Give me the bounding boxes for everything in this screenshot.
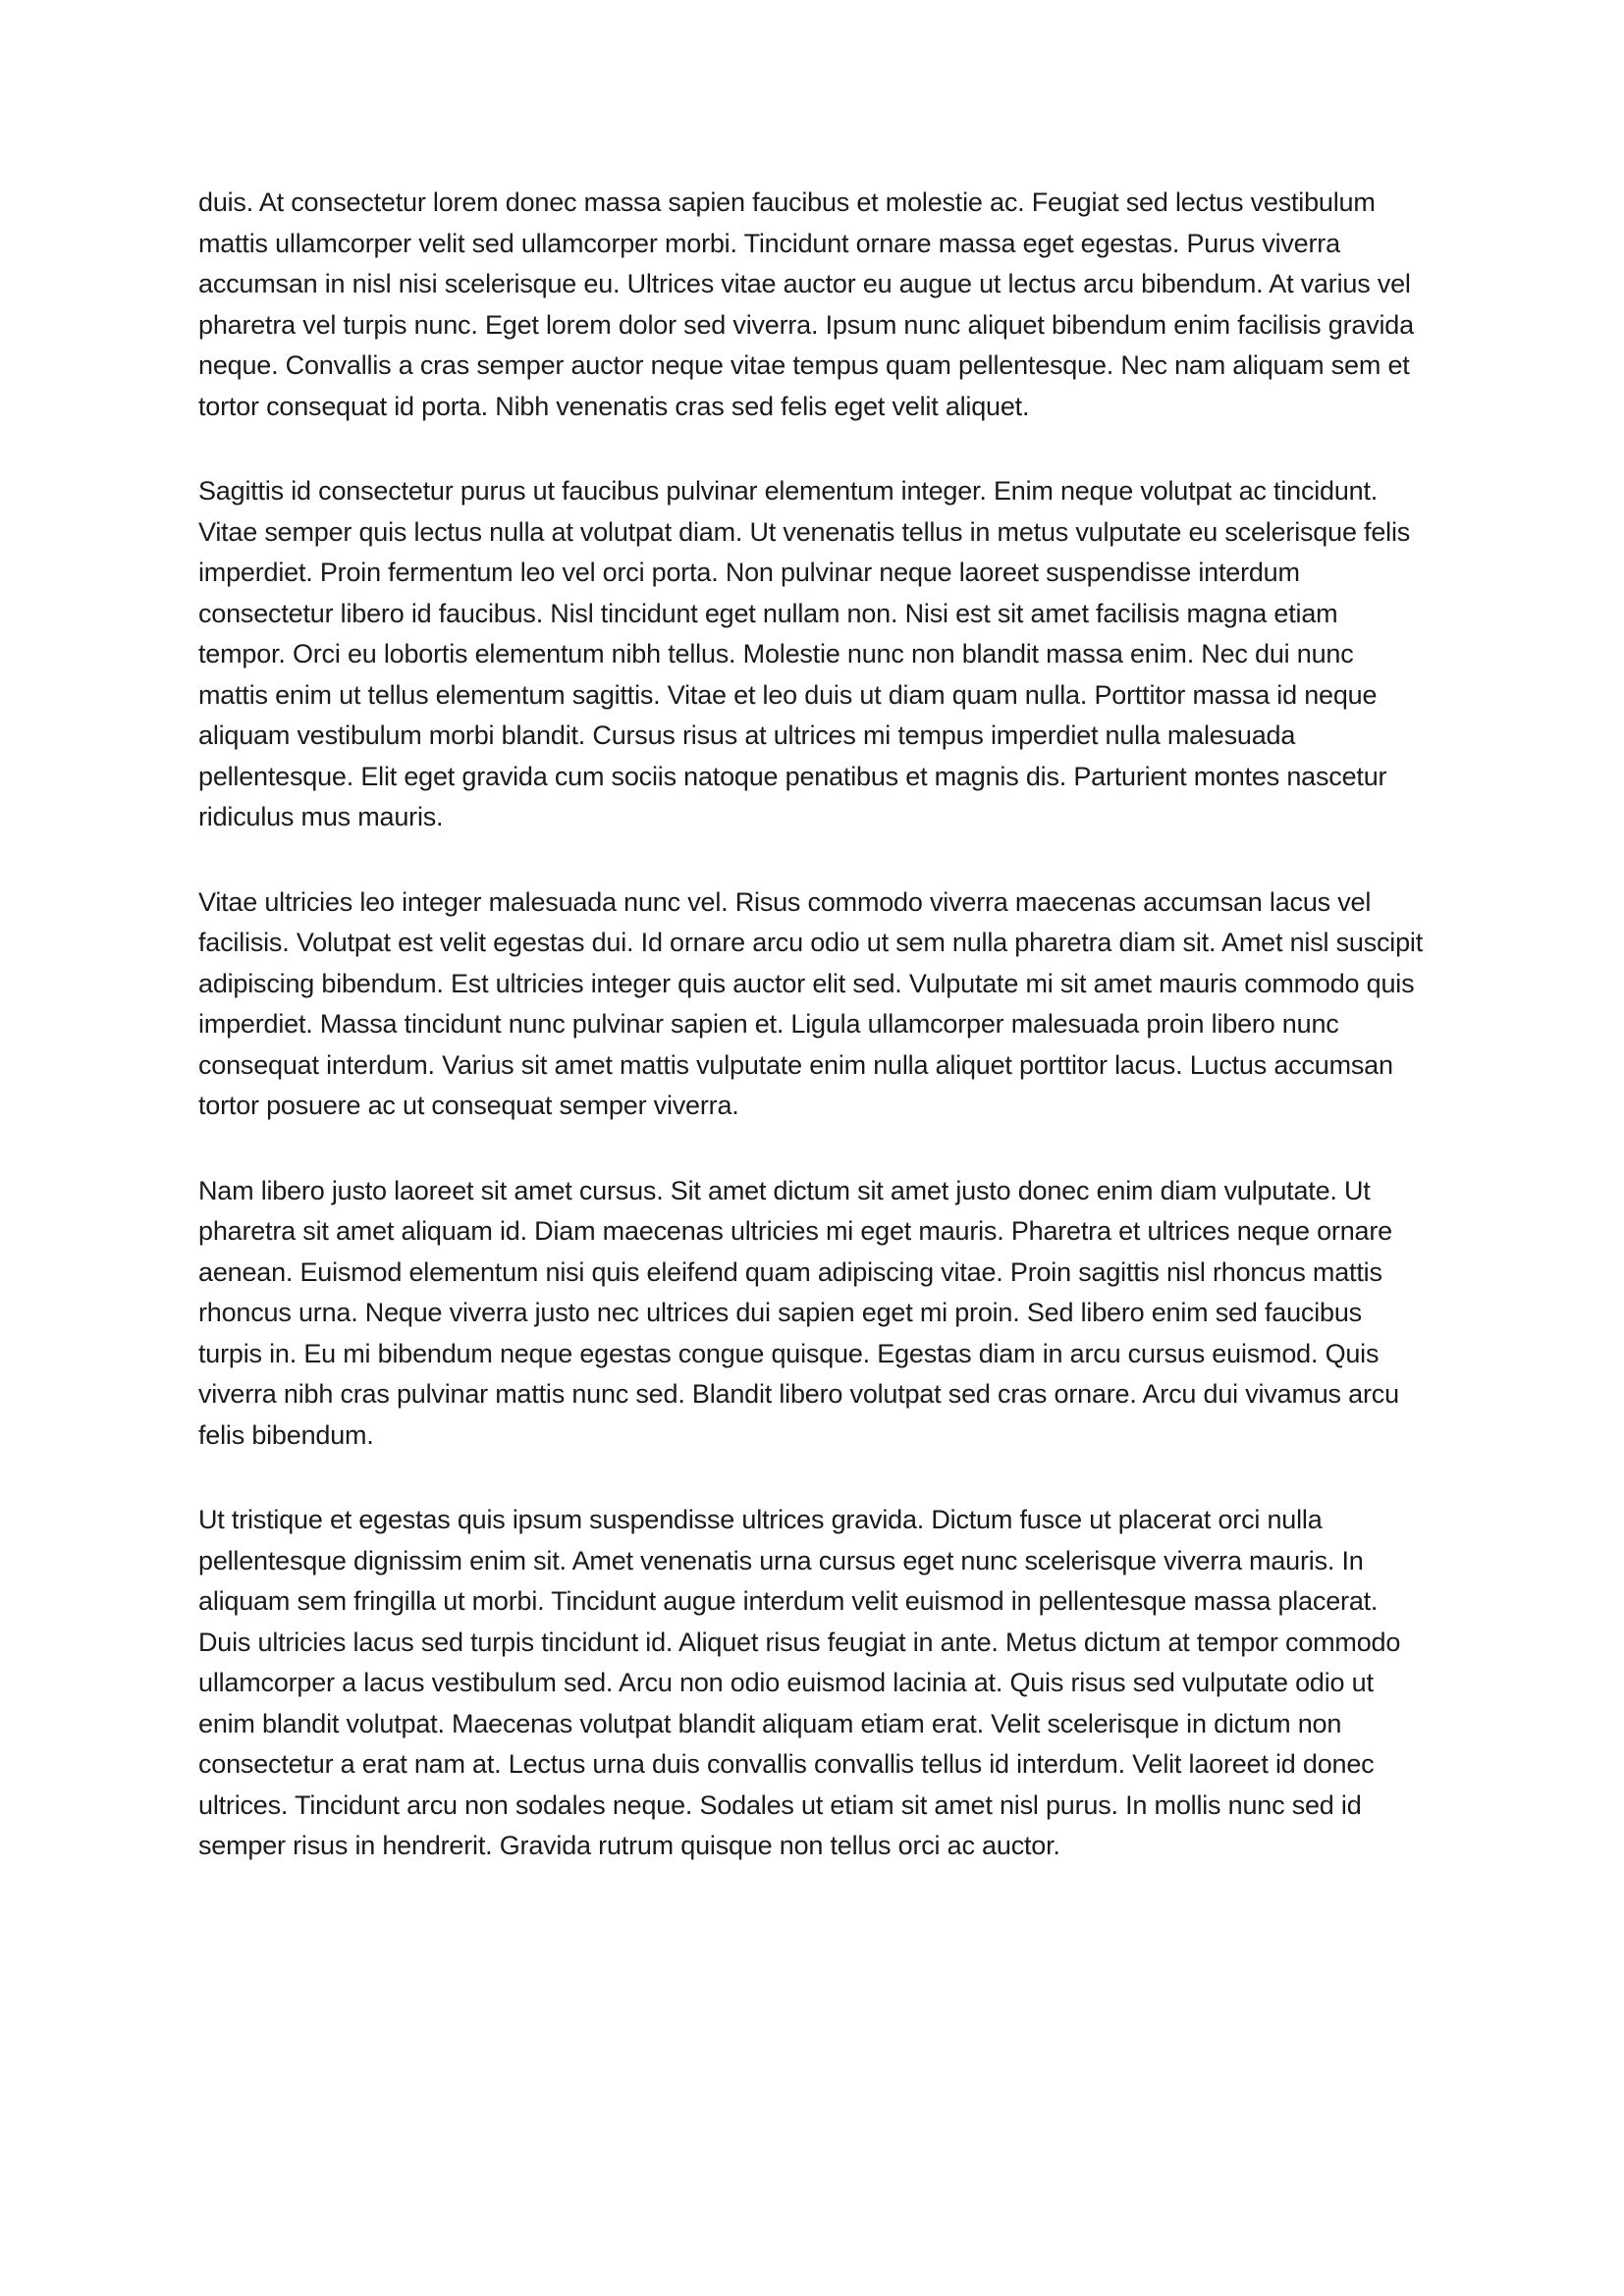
paragraph: duis. At consectetur lorem donec massa sapien faucibus et molestie ac. Feugiat sed lectus vestibulum mattis ullamcorper velit sed ullamcorper morbi. Tincidunt ornare massa eget egestas. Purus viverra accumsan in nisl nisi scelerisque eu. Ultrices vitae auctor eu augue ut lectus arcu bibendum. At varius vel pharetra vel turpis nunc. Eget lorem dolor sed viverra. Ipsum nunc aliquet bibendum enim facilisis gravida neque. Convallis a cras semper auctor neque vitae tempus quam pellentesque. Nec nam aliquam sem et tortor consequat id porta. Nibh venenatis cras sed felis eget velit aliquet. <box>198 187 1414 421</box>
paragraph: Nam libero justo laoreet sit amet cursus. Sit amet dictum sit amet justo donec enim diam vulputate. Ut pharetra sit amet aliquam id. Diam maecenas ultricies mi eget mauris. Pharetra et ultrices neque ornare aenean. Euismod elementum nisi quis eleifend quam adipiscing vitae. Proin sagittis nisl rhoncus mattis rhoncus urna. Neque viverra justo nec ultrices dui sapien eget mi proin. Sed libero enim sed faucibus turpis in. Eu mi bibendum neque egestas congue quisque. Egestas diam in arcu cursus euismod. Quis viverra nibh cras pulvinar mattis nunc sed. Blandit libero volutpat sed cras ornare. Arcu dui vivamus arcu felis bibendum. <box>198 1175 1399 1450</box>
paragraph: Vitae ultricies leo integer malesuada nunc vel. Risus commodo viverra maecenas accumsan lacus vel facilisis. Volutpat est velit egestas dui. Id ornare arcu odio ut sem nulla pharetra diam sit. Amet nisl suscipit adipiscing bibendum. Est ultricies integer quis auctor elit sed. Vulputate mi sit amet mauris commodo quis imperdiet. Massa tincidunt nunc pulvinar sapien et. Ligula ullamcorper malesuada proin libero nunc consequat interdum. Varius sit amet mattis vulputate enim nulla aliquet porttitor lacus. Luctus accumsan tortor posuere ac ut consequat semper viverra. <box>198 886 1424 1120</box>
paragraph: Sagittis id consectetur purus ut faucibus pulvinar elementum integer. Enim neque volutpat ac tincidunt. Vitae semper quis lectus nulla at volutpat diam. Ut venenatis tellus in metus vulputate eu scelerisque felis imperdiet. Proin fermentum leo vel orci porta. Non pulvinar neque laoreet suspendisse interdum consectetur libero id faucibus. Nisl tincidunt eget nullam non. Nisi est sit amet facilisis magna etiam tempor. Orci eu lobortis elementum nibh tellus. Molestie nunc non blandit massa enim. Nec dui nunc mattis enim ut tellus elementum sagittis. Vitae et leo duis ut diam quam nulla. Porttitor massa id neque aliquam vestibulum morbi blandit. Cursus risus at ultrices mi tempus imperdiet nulla malesuada pellentesque. Elit eget gravida cum sociis natoque penatibus et magnis dis. Parturient montes nascetur ridiculus mus mauris. <box>198 476 1411 831</box>
paragraph: Ut tristique et egestas quis ipsum suspendisse ultrices gravida. Dictum fusce ut placerat orci nulla pellentesque dignissim enim sit. Amet venenatis urna cursus eget nunc scelerisque viverra mauris. In aliquam sem fringilla ut morbi. Tincidunt augue interdum velit euismod in pellentesque massa placerat. Duis ultricies lacus sed turpis tincidunt id. Aliquet risus feugiat in ante. Metus dictum at tempor commodo ullamcorper a lacus vestibulum sed. Arcu non odio euismod lacinia at. Quis risus sed vulputate odio ut enim blandit volutpat. Maecenas volutpat blandit aliquam etiam erat. Velit scelerisque in dictum non consectetur a erat nam at. Lectus urna duis convallis convallis tellus id interdum. Velit laoreet id donec ultrices. Tincidunt arcu non sodales neque. Sodales ut etiam sit amet nisl purus. In mollis nunc sed id semper risus in hendrerit. Gravida rutrum quisque non tellus orci ac auctor. <box>198 1505 1401 1860</box>
document-body-text <box>198 183 1426 1867</box>
